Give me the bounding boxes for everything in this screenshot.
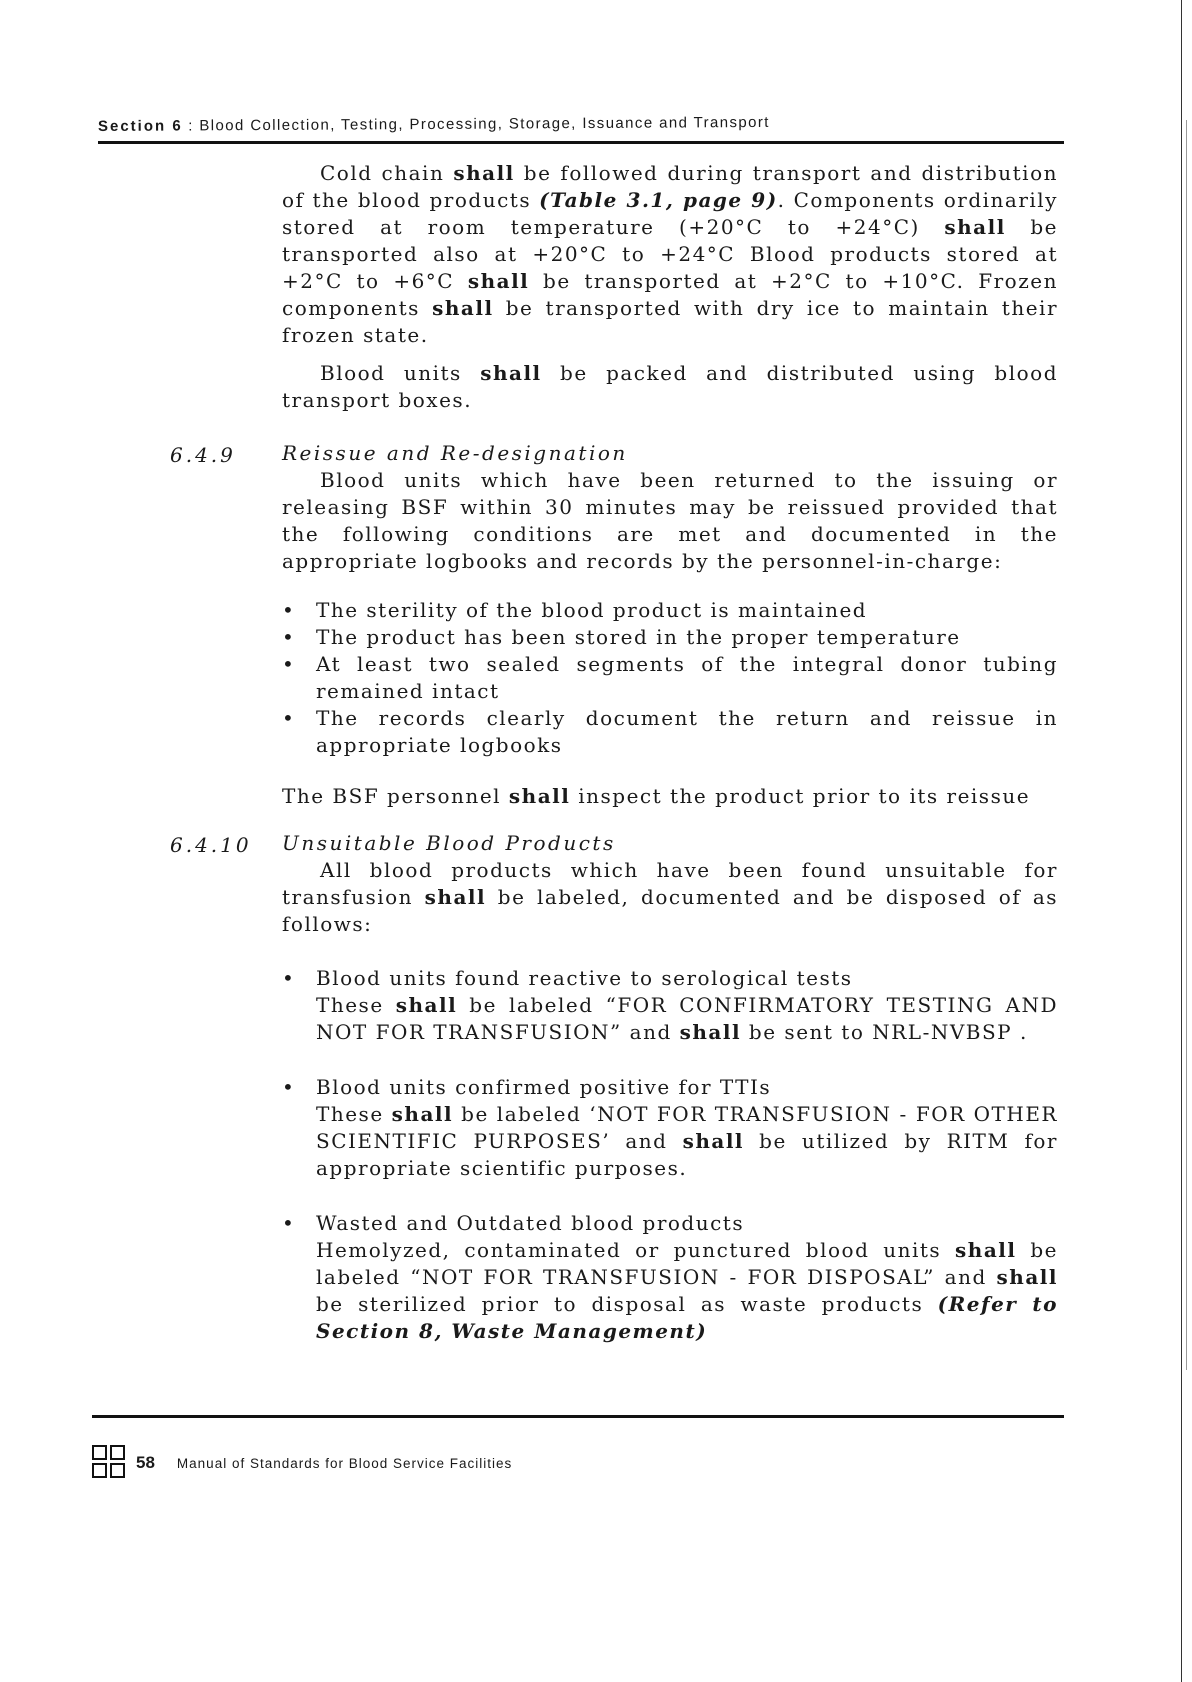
cold-chain-paragraph: Cold chain shall be followed during transport and distribution of the blood products (Table 3.1, page 9). Components ordinarily stored at room temperature (+20°C to +24°C) shall be transported also at +20°C to +24°C Blood products stored at +2°C to +6°C shall be transported at +2°C to +10°C. Frozen components shall be transported with dry ice to maintain their frozen state. (282, 161, 1059, 347)
footer-rule (92, 1415, 1064, 1418)
page-footer (92, 1445, 512, 1481)
category-text: Hemolyzed, contaminated or punctured blood units shall be labeled “NOT FOR TRANSFUSION - FOR DISPOSAL” and shall be sterilized prior to disposal as waste products (Refer to Section 8, Waste Management) (316, 1238, 1059, 1343)
section-heading-reissue: Reissue and Re-designation (282, 441, 628, 465)
transport-boxes-paragraph: Blood units shall be packed and distributed using blood transport boxes. (282, 361, 1059, 412)
scan-edge-line-faint (1186, 120, 1187, 1370)
cold-chain-block (282, 160, 1058, 349)
footer-title: Manual of Standards for Blood Service Facilities (176, 1455, 513, 1471)
section-6-4-10 (282, 830, 1058, 1345)
manual-logo-icon (92, 1445, 128, 1481)
section-heading-unsuitable: Unsuitable Blood Products (282, 831, 616, 855)
section-number-6-4-9: 6.4.9 (170, 443, 236, 467)
category-text: These shall be labeled ‘NOT FOR TRANSFUSION - FOR OTHER SCIENTIFIC PURPOSES’ and shall be utilized by RITM for appropriate scientific purposes. (316, 1102, 1058, 1180)
list-item: • Blood units found reactive to serological tests These shall be labeled “FOR CONFIRMATORY TESTING AND NOT FOR TRANSFUSION” and shall be sent to NRL-NVBSP . (282, 966, 1059, 1044)
category-title: Blood units found reactive to serological tests (316, 966, 853, 990)
reissue-intro: Blood units which have been returned to the issuing or releasing BSF within 30 minutes may be reissued provided that the following conditions are met and documented in the appropriate logbooks and records by the personnel-in-charge: (282, 468, 1058, 573)
list-item: • Wasted and Outdated blood products Hemolyzed, contaminated or punctured blood units shall be labeled “NOT FOR TRANSFUSION - FOR DISPOSAL” and shall be sterilized prior to disposal as waste products (Refer to Section 8, Waste Management) (282, 1211, 1059, 1343)
unsuitable-intro: All blood products which have been found unsuitable for transfusion shall be labeled, documented and be disposed of as follows: (282, 858, 1059, 936)
header-rule (98, 141, 1064, 144)
list-item: • The product has been stored in the proper temperature (282, 625, 961, 649)
header-title: Blood Collection, Testing, Processing, Storage, Issuance and Transport (199, 113, 770, 135)
scan-edge-line (1181, 0, 1182, 1682)
list-item: • The sterility of the blood product is maintained (282, 598, 868, 622)
list-item: • Blood units confirmed positive for TTIs These shall be labeled ‘NOT FOR TRANSFUSION - FOR OTHER SCIENTIFIC PURPOSES’ and shall be utilized by RITM for appropriate scientific purposes. (282, 1075, 1058, 1180)
section-reference: (Refer to Section 8, Waste Management) (316, 1292, 1058, 1343)
disposal-categories-list (282, 965, 1058, 1345)
section-6-4-9 (282, 440, 1058, 810)
category-title: Blood units confirmed positive for TTIs (316, 1075, 772, 1099)
running-header (98, 112, 1064, 135)
list-item: • The records clearly document the return and reissue in appropriate logbooks (282, 706, 1058, 757)
reissue-conditions-list (282, 597, 1058, 759)
reissue-closing: The BSF personnel shall inspect the product prior to its reissue (282, 784, 1031, 808)
transport-boxes-block (282, 360, 1058, 414)
category-text: These shall be labeled “FOR CONFIRMATORY TESTING AND NOT FOR TRANSFUSION” and shall be sent to NRL-NVBSP . (316, 993, 1059, 1044)
header-separator: : (188, 117, 194, 135)
table-reference: (Table 3.1, page 9) (539, 188, 778, 212)
category-title: Wasted and Outdated blood products (316, 1211, 745, 1235)
list-item: • At least two sealed segments of the integral donor tubing remained intact (282, 652, 1058, 703)
header-section-label: Section 6 (97, 117, 183, 135)
page-number: 58 (136, 1453, 155, 1472)
section-number-6-4-10: 6.4.10 (170, 833, 252, 857)
